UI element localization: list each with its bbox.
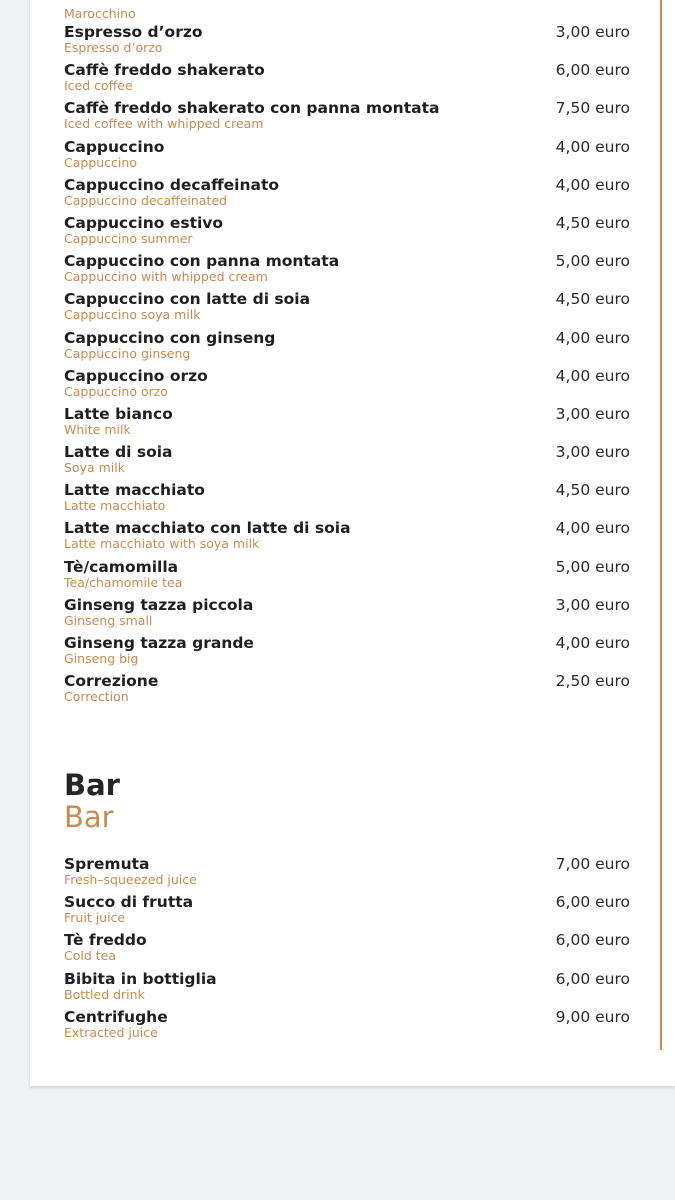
menu-item bbox=[64, 404, 644, 442]
item-translation: Fruit juice bbox=[64, 910, 126, 926]
coffee-list bbox=[64, 22, 644, 709]
item-name: Correzione bbox=[64, 672, 159, 691]
menu-item bbox=[64, 60, 644, 98]
item-price: 4,00 euro bbox=[555, 137, 630, 156]
item-translation: Latte macchiato with soya milk bbox=[64, 536, 260, 552]
item-name: Latte macchiato con latte di soia bbox=[64, 519, 351, 538]
item-translation: Iced coffee bbox=[64, 78, 133, 94]
item-translation: Cappuccino bbox=[64, 154, 137, 170]
item-price: 4,00 euro bbox=[555, 519, 630, 538]
item-price: 2,50 euro bbox=[555, 672, 630, 691]
item-name: Tè freddo bbox=[64, 931, 147, 950]
item-translation: Correction bbox=[64, 689, 129, 705]
item-name: Cappuccino con latte di soia bbox=[64, 290, 311, 309]
item-translation: Fresh–squeezed juice bbox=[64, 872, 197, 887]
item-price: 3,00 euro bbox=[555, 404, 630, 423]
item-name: Cappuccino orzo bbox=[64, 366, 208, 385]
item-name: Cappuccino estivo bbox=[64, 213, 224, 232]
item-name: Cappuccino decaffeinato bbox=[64, 175, 280, 194]
menu-item bbox=[64, 98, 644, 136]
menu-item bbox=[64, 518, 644, 556]
item-name: Latte bianco bbox=[64, 404, 173, 423]
section-title: Bar bbox=[64, 768, 120, 802]
menu-item bbox=[64, 22, 644, 60]
menu-item bbox=[64, 969, 644, 1007]
menu-item bbox=[64, 251, 644, 289]
menu-item bbox=[64, 633, 644, 671]
item-translation: Ginseng small bbox=[64, 612, 153, 628]
item-price: 4,50 euro bbox=[555, 481, 630, 500]
item-translation: White milk bbox=[64, 421, 131, 437]
item-price: 4,00 euro bbox=[555, 366, 630, 385]
item-price: 4,00 euro bbox=[555, 328, 630, 347]
item-name: Bibita in bottiglia bbox=[64, 969, 217, 988]
item-translation: Tea/chamomile tea bbox=[64, 574, 183, 590]
menu-item bbox=[64, 854, 644, 892]
item-translation: Cappuccino decaffeinated bbox=[64, 192, 227, 208]
item-translation: Extracted juice bbox=[64, 1024, 158, 1040]
item-price: 4,00 euro bbox=[555, 175, 630, 194]
item-name: Caffè freddo shakerato bbox=[64, 61, 265, 80]
item-translation: Bottled drink bbox=[64, 986, 145, 1002]
item-price: 7,50 euro bbox=[555, 99, 630, 118]
section-subtitle: Bar bbox=[64, 800, 114, 834]
item-name: Succo di frutta bbox=[64, 893, 194, 912]
menu-item bbox=[64, 213, 644, 251]
item-translation: Latte macchiato bbox=[64, 498, 166, 514]
item-name: Ginseng tazza piccola bbox=[64, 595, 254, 614]
item-price: 5,00 euro bbox=[555, 557, 630, 576]
item-translation: Iced coffee with whipped cream bbox=[64, 116, 264, 132]
item-name: Spremuta bbox=[64, 855, 150, 873]
menu-page bbox=[30, 0, 675, 1086]
item-price: 6,00 euro bbox=[555, 61, 630, 80]
partial-item-translation: Marocchino bbox=[64, 6, 136, 21]
item-price: 4,50 euro bbox=[555, 213, 630, 232]
item-name: Ginseng tazza grande bbox=[64, 634, 254, 652]
item-name: Cappuccino con panna montata bbox=[64, 252, 340, 271]
item-price: 4,00 euro bbox=[555, 634, 630, 652]
item-name: Latte macchiato bbox=[64, 481, 205, 500]
menu-item bbox=[64, 595, 644, 633]
item-translation: Cold tea bbox=[64, 948, 117, 964]
item-name: Latte di soia bbox=[64, 443, 173, 462]
menu-item bbox=[64, 892, 644, 930]
item-name: Espresso d’orzo bbox=[64, 23, 203, 41]
menu-item bbox=[64, 1007, 644, 1045]
item-translation: Cappuccino orzo bbox=[64, 383, 168, 399]
item-translation: Cappuccino soya milk bbox=[64, 307, 201, 323]
item-price: 6,00 euro bbox=[555, 969, 630, 988]
item-translation: Espresso d’orzo bbox=[64, 40, 163, 55]
item-price: 5,00 euro bbox=[555, 252, 630, 271]
item-translation: Ginseng big bbox=[64, 651, 139, 666]
item-price: 6,00 euro bbox=[555, 893, 630, 912]
item-price: 6,00 euro bbox=[555, 931, 630, 950]
item-price: 4,50 euro bbox=[555, 290, 630, 309]
accent-divider-line bbox=[660, 0, 662, 1050]
menu-item bbox=[64, 671, 644, 709]
item-translation: Cappuccino summer bbox=[64, 230, 193, 246]
item-translation: Soya milk bbox=[64, 460, 125, 476]
menu-item bbox=[64, 289, 644, 327]
menu-item bbox=[64, 366, 644, 404]
item-price: 3,00 euro bbox=[555, 595, 630, 614]
menu-item bbox=[64, 137, 644, 175]
menu-item bbox=[64, 480, 644, 518]
bar-list bbox=[64, 854, 644, 1045]
menu-item bbox=[64, 175, 644, 213]
item-price: 9,00 euro bbox=[555, 1007, 630, 1026]
item-name: Cappuccino con ginseng bbox=[64, 328, 276, 347]
item-name: Cappuccino bbox=[64, 137, 165, 156]
item-name: Tè/camomilla bbox=[64, 557, 179, 576]
item-translation: Cappuccino ginseng bbox=[64, 345, 191, 361]
menu-item bbox=[64, 328, 644, 366]
menu-item bbox=[64, 442, 644, 480]
item-name: Centrifughe bbox=[64, 1007, 168, 1026]
menu-item bbox=[64, 557, 644, 595]
item-price: 3,00 euro bbox=[555, 23, 630, 41]
menu-item bbox=[64, 930, 644, 968]
item-name: Caffè freddo shakerato con panna montata bbox=[64, 99, 440, 118]
item-price: 3,00 euro bbox=[555, 443, 630, 462]
item-translation: Cappuccino with whipped cream bbox=[64, 269, 268, 285]
item-price: 7,00 euro bbox=[555, 855, 630, 873]
